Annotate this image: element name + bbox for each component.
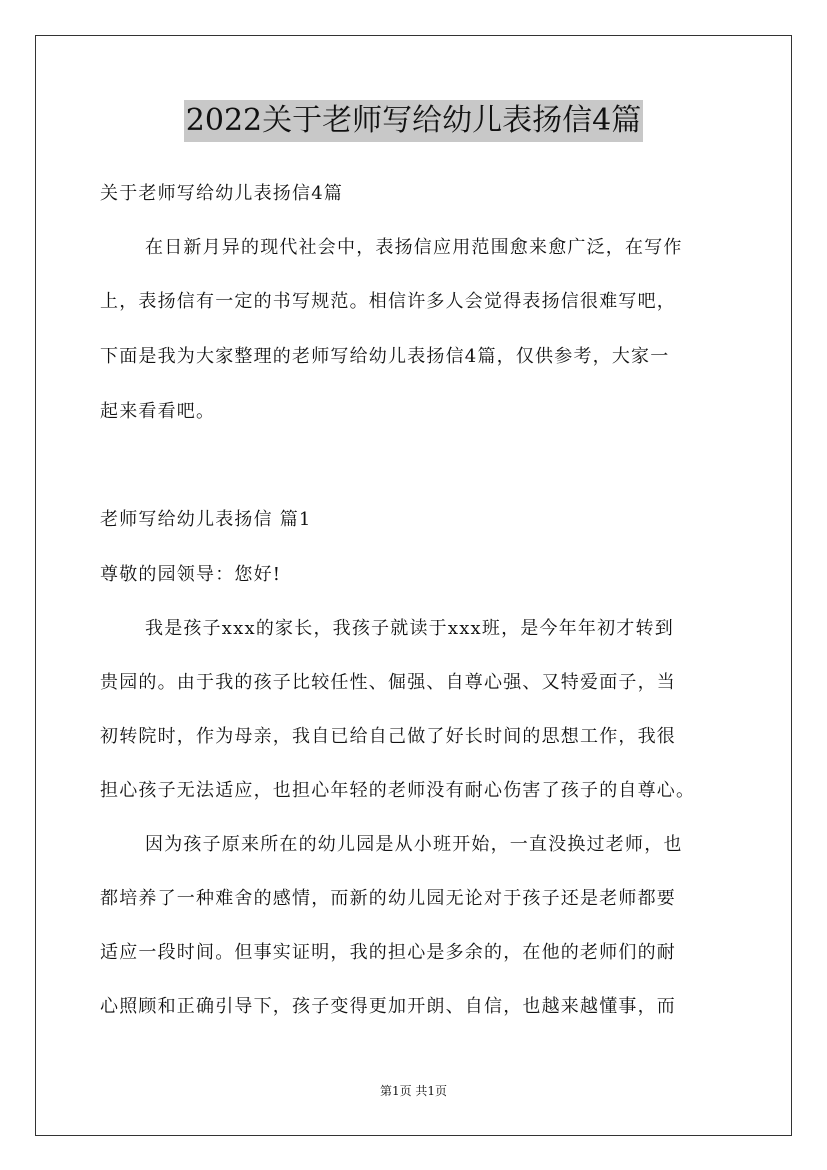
- salutation-line: 尊敬的园领导：您好!: [100, 564, 282, 585]
- intro-line: 下面是我为大家整理的老师写给幼儿表扬信4篇，仅供参考，大家一: [100, 346, 670, 367]
- page-number-footer: 第1页 共1页: [379, 1084, 448, 1098]
- intro-line: 上，表扬信有一定的书写规范。相信许多人会觉得表扬信很难写吧，: [100, 291, 676, 312]
- body-line: 贵园的。由于我的孩子比较任性、倔强、自尊心强、又特爱面子，当: [100, 672, 676, 693]
- title-container: [0, 100, 827, 142]
- body-line: 适应一段时间。但事实证明，我的担心是多余的，在他的老师们的耐: [100, 942, 676, 963]
- intro-line: 起来看看吧。: [100, 401, 216, 422]
- body-line: 都培养了一种难舍的感情，而新的幼儿园无论对于孩子还是老师都要: [100, 888, 676, 909]
- body-line: 因为孩子原来所在的幼儿园是从小班开始，一直没换过老师，也: [145, 834, 683, 855]
- document-title: 2022关于老师写给幼儿表扬信4篇: [184, 100, 643, 142]
- section-heading: 老师写给幼儿表扬信 篇1: [100, 509, 312, 530]
- intro-line: 在日新月异的现代社会中，表扬信应用范围愈来愈广泛，在写作: [145, 237, 683, 258]
- body-line: 担心孩子无法适应，也担心年轻的老师没有耐心伤害了孩子的自尊心。: [100, 780, 696, 801]
- body-line: 初转院时，作为母亲，我自已给自己做了好长时间的思想工作，我很: [100, 726, 676, 747]
- body-line: 心照顾和正确引导下，孩子变得更加开朗、自信，也越来越懂事，而: [100, 996, 676, 1017]
- body-line: 我是孩子xxx的家长，我孩子就读于xxx班，是今年年初才转到: [145, 618, 674, 639]
- subtitle-line: 关于老师写给幼儿表扬信4篇: [100, 183, 344, 204]
